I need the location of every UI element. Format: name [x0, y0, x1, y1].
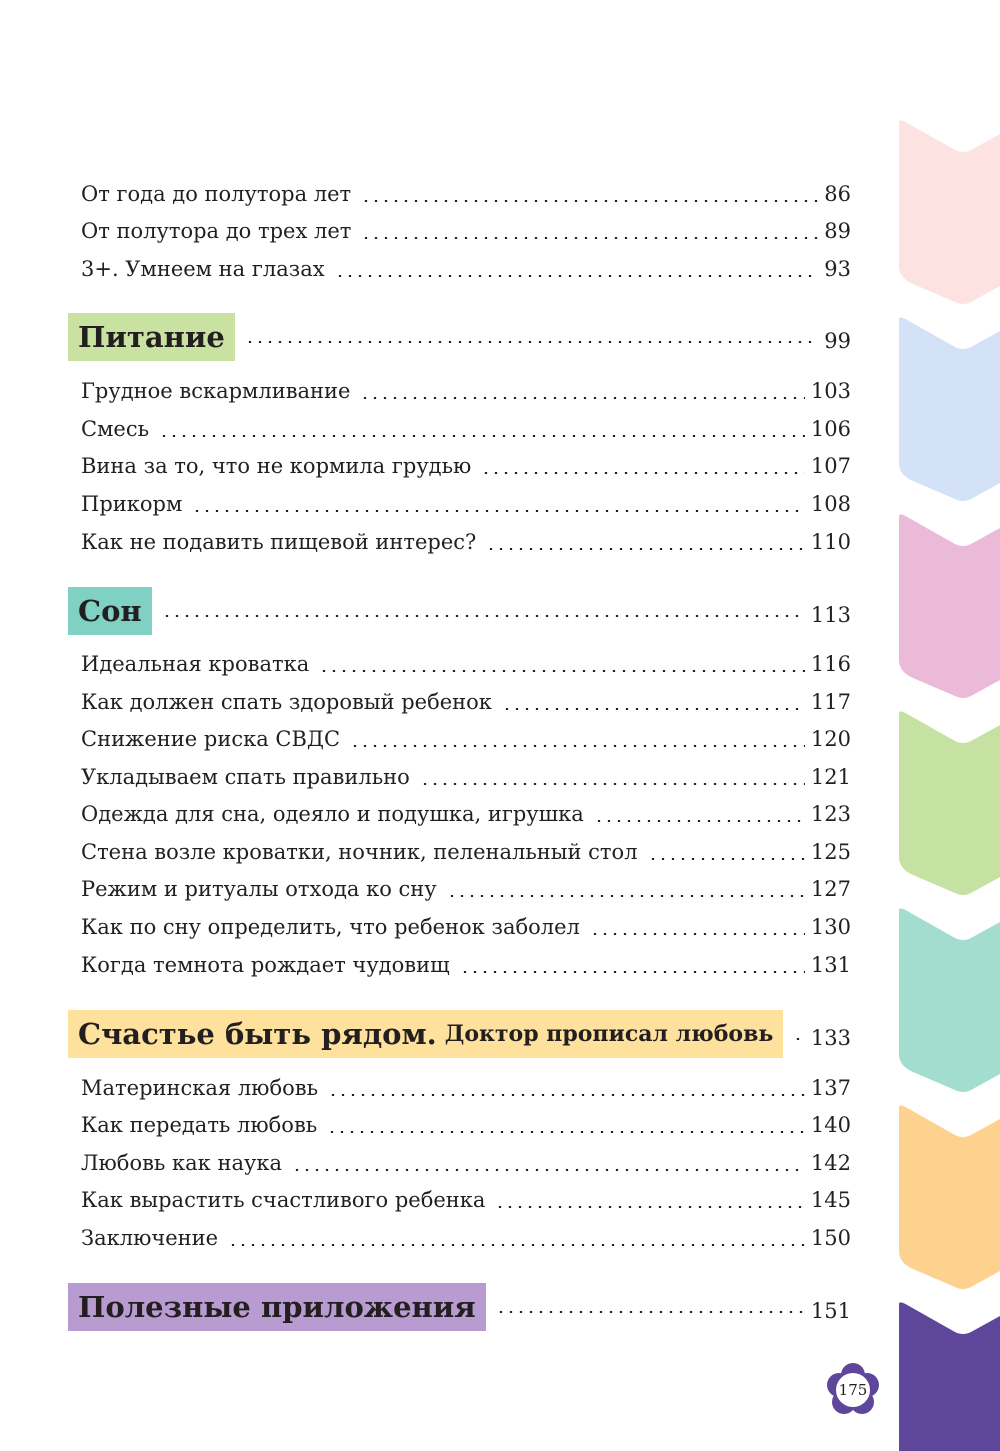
- dot-leader: [460, 971, 805, 973]
- toc-entry[interactable]: [81, 177, 851, 207]
- toc-entry-title: От года до полутора лет: [81, 182, 352, 206]
- toc-entry-page: 86: [824, 182, 851, 206]
- dot-leader: [594, 820, 805, 822]
- toc-entry-title: Вина за то, что не кормила грудью: [81, 454, 472, 478]
- section-page: 99: [824, 329, 851, 353]
- toc-entry[interactable]: [81, 1221, 851, 1251]
- toc-entry-title: Идеальная кроватка: [81, 652, 310, 676]
- chapter-tab: [899, 514, 1000, 698]
- toc-entry-page: 142: [810, 1151, 851, 1175]
- toc-entry-page: 140: [810, 1113, 851, 1137]
- chapter-tab: [899, 908, 1000, 1092]
- toc-entry-page: 110: [810, 530, 851, 554]
- toc-entry-title: Смесь: [81, 417, 150, 441]
- section-title: Полезные приложения: [68, 1283, 486, 1331]
- toc-entry[interactable]: [81, 872, 851, 902]
- section-subtitle: Доктор прописал любовь: [444, 1021, 774, 1047]
- toc-entry[interactable]: [81, 1071, 851, 1101]
- toc-entry-title: От полутора до трех лет: [81, 219, 352, 243]
- dot-leader: [486, 548, 805, 550]
- toc-entry-page: 123: [810, 802, 851, 826]
- toc-entry-page: 89: [824, 219, 851, 243]
- dot-leader: [192, 510, 805, 512]
- toc-entry[interactable]: [81, 948, 851, 978]
- toc-entry-title: Как не подавить пищевой интерес?: [81, 530, 477, 554]
- dot-leader: [328, 1094, 805, 1096]
- toc-section-son[interactable]: [68, 586, 851, 636]
- chapter-tabs: [893, 120, 1000, 1451]
- dot-leader: [361, 200, 818, 202]
- dot-leader: [162, 615, 805, 617]
- toc-entry-title: Как передать любовь: [81, 1113, 318, 1137]
- toc-entry[interactable]: [81, 722, 851, 752]
- toc-entry-page: 121: [810, 765, 851, 789]
- toc-entry[interactable]: [81, 1108, 851, 1138]
- toc-entry-page: 108: [810, 492, 851, 516]
- toc-entry-page: 150: [810, 1226, 851, 1250]
- toc-entry[interactable]: [81, 1146, 851, 1176]
- section-page: 151: [810, 1299, 851, 1323]
- dot-leader: [648, 858, 805, 860]
- dot-leader: [228, 1244, 805, 1246]
- page-number: 175: [838, 1381, 868, 1399]
- section-title: Счастье быть рядом.: [78, 1017, 437, 1051]
- toc-entry[interactable]: [81, 685, 851, 715]
- toc-entry-title: Одежда для сна, одеяло и подушка, игрушка: [81, 802, 584, 826]
- dot-leader: [481, 472, 805, 474]
- toc-entry[interactable]: [81, 214, 851, 244]
- toc-entry[interactable]: [81, 760, 851, 790]
- dot-leader: [292, 1169, 805, 1171]
- dot-leader: [159, 435, 805, 437]
- toc-entry-page: 131: [810, 953, 851, 977]
- dot-leader: [420, 783, 805, 785]
- toc-entry[interactable]: [81, 487, 851, 517]
- toc-entry-page: 107: [810, 454, 851, 478]
- section-title-box: [68, 1010, 783, 1058]
- toc-entry-page: 120: [810, 727, 851, 751]
- page-number-badge: [826, 1363, 880, 1417]
- toc-entry[interactable]: [81, 374, 851, 404]
- dot-leader: [502, 708, 805, 710]
- toc-section-pitanie[interactable]: [68, 312, 851, 362]
- dot-leader: [350, 745, 805, 747]
- dot-leader: [245, 341, 818, 343]
- dot-leader: [361, 237, 818, 239]
- toc-section-schastie[interactable]: [68, 1009, 851, 1059]
- toc-entry-title: Как должен спать здоровый ребенок: [81, 690, 492, 714]
- section-page: 113: [810, 603, 851, 627]
- dot-leader: [793, 1038, 805, 1040]
- toc-entry-title: Как по сну определить, что ребенок заболел: [81, 915, 580, 939]
- chapter-tab: [899, 120, 1000, 304]
- dot-leader: [590, 933, 805, 935]
- dot-leader: [447, 895, 805, 897]
- toc-entry-title: Снижение риска СВДС: [81, 727, 341, 751]
- toc-entry-title: Грудное вскармливание: [81, 379, 351, 403]
- toc-entry[interactable]: [81, 797, 851, 827]
- toc-entry-title: Материнская любовь: [81, 1076, 318, 1100]
- dot-leader: [319, 670, 805, 672]
- toc-entry[interactable]: [81, 449, 851, 479]
- dot-leader: [335, 275, 819, 277]
- toc-entry-title: 3+. Умнеем на глазах: [81, 257, 325, 281]
- toc-entry-page: 145: [810, 1188, 851, 1212]
- toc-entry[interactable]: [81, 412, 851, 442]
- dot-leader: [327, 1131, 805, 1133]
- chapter-tab: [899, 1302, 1000, 1451]
- chapter-tab: [899, 711, 1000, 895]
- toc-entry[interactable]: [81, 910, 851, 940]
- toc-entry[interactable]: [81, 647, 851, 677]
- toc-entry-title: Когда темнота рождает чудовищ: [81, 953, 450, 977]
- chapter-tab: [899, 1105, 1000, 1289]
- toc-entry-page: 103: [810, 379, 851, 403]
- toc-entry[interactable]: [81, 252, 851, 282]
- toc-section-prilozheniya[interactable]: [68, 1282, 851, 1332]
- toc-entry-page: 117: [810, 690, 851, 714]
- toc-entry-page: 116: [810, 652, 851, 676]
- toc-entry-title: Как вырастить счастливого ребенка: [81, 1188, 486, 1212]
- toc-entry-title: Заключение: [81, 1226, 219, 1250]
- toc-entry-page: 127: [810, 877, 851, 901]
- section-page: 133: [810, 1026, 851, 1050]
- toc-entry-title: Любовь как наука: [81, 1151, 282, 1175]
- dot-leader: [360, 397, 804, 399]
- section-title: Сон: [68, 587, 152, 635]
- dot-leader: [495, 1206, 804, 1208]
- toc-entry-page: 106: [810, 417, 851, 441]
- toc-entry-page: 137: [810, 1076, 851, 1100]
- section-title: Питание: [68, 313, 235, 361]
- dot-leader: [496, 1311, 805, 1313]
- toc-entry-page: 130: [810, 915, 851, 939]
- toc-entry-title: Стена возле кроватки, ночник, пеленальный стол: [81, 840, 638, 864]
- toc-entry-title: Режим и ритуалы отхода ко сну: [81, 877, 437, 901]
- toc-entry[interactable]: [81, 835, 851, 865]
- chapter-tab: [899, 317, 1000, 501]
- toc-entry-title: Укладываем спать правильно: [81, 765, 410, 789]
- toc-entry-page: 125: [810, 840, 851, 864]
- toc-entry[interactable]: [81, 525, 851, 555]
- toc-entry[interactable]: [81, 1183, 851, 1213]
- toc-entry-title: Прикорм: [81, 492, 183, 516]
- toc-entry-page: 93: [824, 257, 851, 281]
